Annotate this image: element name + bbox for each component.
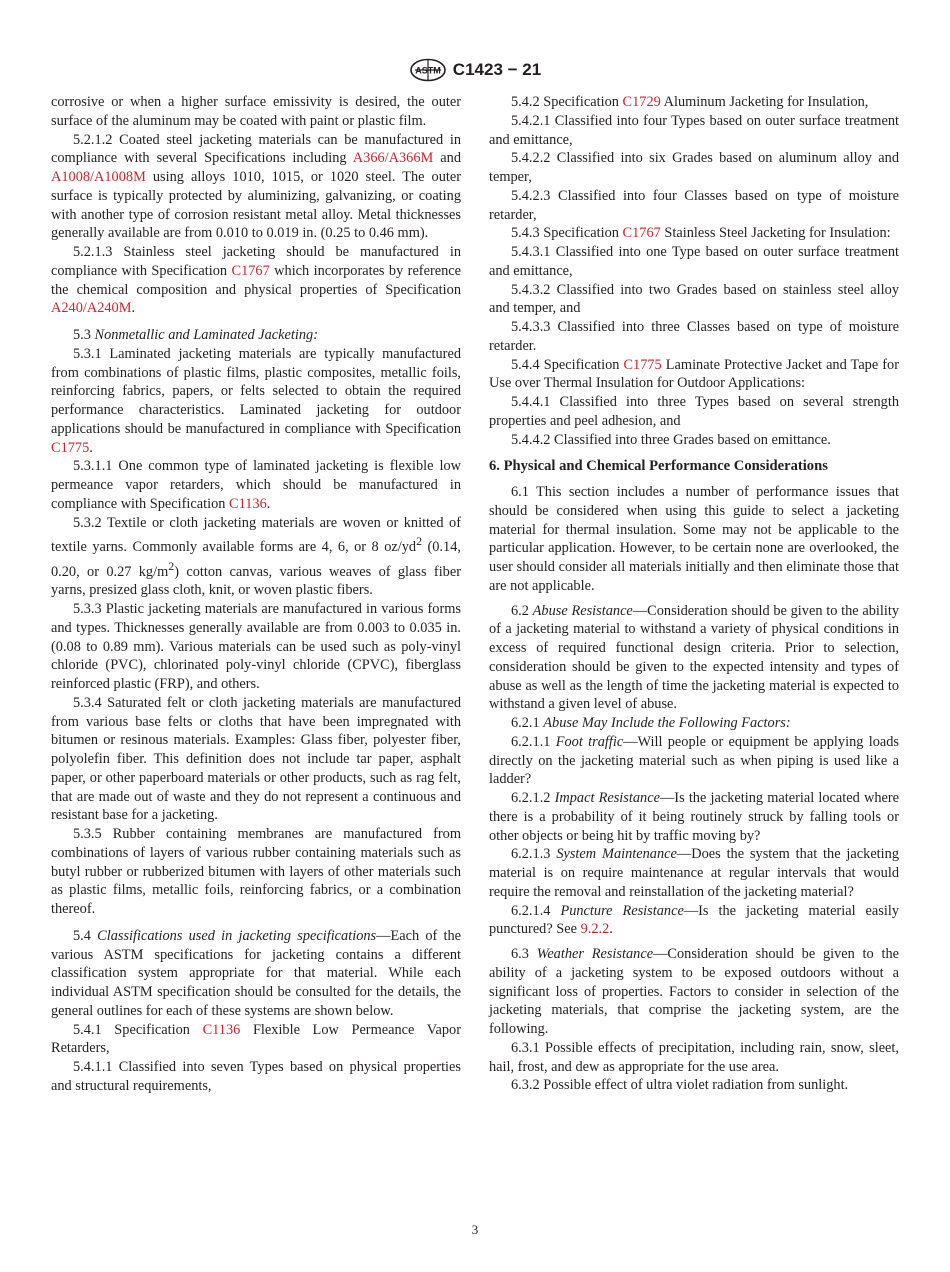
paragraph: 5.4.1 Specification C1136 Flexible Low Permeance Vapor Retarders, bbox=[51, 1021, 461, 1057]
paragraph: 6.1 This section includes a number of performance issues that should be considered when using this guide to select a jacketing material for thermal insulation. Some may not be applicable to the particular application. However, to be certain none are overlooked, the user should consider all materials initially and then eliminate those that are not applicable. bbox=[489, 484, 899, 594]
paragraph: 6.2.1.2 Impact Resistance—Is the jacketing material located where there is a probability of it being routinely struck by falling tools or other objects or being hit by traffic moving by? bbox=[489, 790, 900, 844]
right-column bbox=[489, 93, 899, 1095]
paragraph: 5.2.1.2 Coated steel jacketing materials can be manufactured in compliance with several Specifications including A366/A366M and A1008/A1008M using alloys 1010, 1015, or 1020 steel. The outer surface is typically protected by aluminizing, galvanizing, or coating with another type of corrosion resistant metal alloy. Metal thicknesses generally available are from 0.010 to 0.019 in. (0.25 to 0.46 mm). bbox=[51, 131, 461, 242]
page-number: 3 bbox=[471, 1222, 479, 1237]
spec-link[interactable]: C1136 bbox=[229, 495, 267, 512]
spec-link[interactable]: A1008/A1008M bbox=[51, 169, 146, 185]
paragraph: 5.3.2 Textile or cloth jacketing materials are woven or knitted of textile yarns. Commonly available forms are 4, 6, or 8 $oz/yd^2$ (0.14, 0.20, or 0.27 $kg/m^2$) cotton canvas, various weaves of glass fiber yarns, presized glass cloth, knit, or woven plastic fibers. bbox=[51, 514, 461, 599]
spec-link[interactable]: C1775 bbox=[623, 356, 662, 373]
spec-link[interactable]: A366/A366M bbox=[352, 150, 434, 167]
paragraph: 5.2.1.3 Stainless steel jacketing should be manufactured in compliance with Specification C1767 which incorporates by reference the chemical composition and physical properties of Specification A240/A240M. bbox=[51, 244, 462, 317]
paragraph: 6.3.2 Possible effect of ultra violet radiation from sunlight. bbox=[511, 1077, 849, 1094]
paragraph: 6.2.1.4 Puncture Resistance—Is the jacketing material easily punctured? See 9.2.2. bbox=[489, 902, 899, 938]
paragraph: 5.4.1.1 Classified into seven Types based on physical properties and structural requirements, bbox=[51, 1059, 461, 1094]
paragraph: 5.3.5 Rubber containing membranes are manufactured from combinations of layers of various rubber containing materials such as butyl rubber or rubberized bitumen with layers of other materials such as plastic films, metallic foils, reinforcing fabrics, or a combination thereof. bbox=[51, 826, 461, 918]
spec-link[interactable]: A240/A240M bbox=[51, 300, 132, 317]
logo-text: ASTM bbox=[415, 65, 441, 76]
spec-link[interactable]: C1767 bbox=[231, 262, 270, 279]
paragraph: 5.4.2.2 Classified into six Grades based on aluminum alloy and temper, bbox=[489, 150, 899, 185]
paragraph: 5.4.4.2 Classified into three Grades based on emittance. bbox=[511, 431, 831, 448]
paragraph: 5.4.3.3 Classified into three Classes based on type of moisture retarder. bbox=[489, 319, 899, 354]
spec-link[interactable]: C1729 bbox=[622, 94, 661, 110]
paragraph: 5.4.3 Specification C1767 Stainless Steel Jacketing for Insulation: bbox=[511, 225, 891, 242]
paragraph: 5.4.3.2 Classified into two Grades based on stainless steel alloy and temper, and bbox=[489, 281, 899, 317]
paragraph: 5.4.3.1 Classified into one Type based on outer surface treatment and emittance, bbox=[489, 244, 899, 279]
paragraph: 5.4.2.3 Classified into four Classes based on type of moisture retarder, bbox=[489, 187, 899, 223]
paragraph: 6.2 Abuse Resistance—Consideration should be given to the ability of a jacketing material to withstand a variety of physical conditions in excess of required functional design criteria. Prior to selection, consideration should be given to the expected intensity and types of abuse as well as the length of time the jacketing material is expected to withstand a given level of abuse. bbox=[489, 602, 900, 713]
paragraph: 5.4.2 Specification C1729 Aluminum Jacketing for Insulation, bbox=[511, 94, 869, 110]
document-id: C1423 − 21 bbox=[452, 60, 542, 79]
section-heading: 5.3 Nonmetallic and Laminated Jacketing: bbox=[73, 327, 318, 343]
paragraph: 5.3.1.1 One common type of laminated jacketing is flexible low permeance vapor retarders, which should be manufactured in compliance with Specification C1136. bbox=[51, 458, 461, 512]
spec-link[interactable]: C1767 bbox=[622, 225, 661, 242]
astm-logo-icon bbox=[409, 58, 447, 82]
paragraph: 5.3.1 Laminated jacketing materials are typically manufactured from combinations of plastic films, plastic composites, metallic foils, reinforcing fabrics, papers, or felts selected to obtain the required performance characteristics. Laminated jacketing for outdoor applications should be manufactured in compliance with Specification C1775. bbox=[51, 345, 461, 456]
paragraph: corrosive or when a higher surface emissivity is desired, the outer surface of the aluminum may be coated with paint or plastic film. bbox=[51, 94, 461, 129]
left-column bbox=[51, 93, 461, 1096]
spec-link[interactable]: C1136 bbox=[202, 1021, 241, 1038]
page-header bbox=[0, 58, 950, 82]
paragraph: 5.4 Classifications used in jacketing specifications—Each of the various ASTM specifications for jacketing contains a different classification system appropriate for that material. While each individual ASTM specification should be consulted for the details, the general outlines for each of these systems are shown below. bbox=[51, 927, 462, 1019]
paragraph: 6.3 Weather Resistance—Consideration should be given to the ability of a jacketing system to be exposed outdoors without a significant loss of properties. Factors to consider in selection of the jacketing materials, that comprise the jacketing system, are the following. bbox=[489, 946, 899, 1037]
paragraph: 5.3.4 Saturated felt or cloth jacketing materials are manufactured from various base felts or cloths that have been impregnated with bitumen or resinous materials. Examples: Glass fiber, polyester fiber, polyolefin fiber. This definition does not include tar paper, asphalt paper, or other paperboard materials or other products, such as rag felt, that are made out of waste and they do not represent a continuous and resistant base for a jacketing. bbox=[51, 694, 461, 824]
paragraph: 5.3.3 Plastic jacketing materials are manufactured in various forms and types. Thicknesses generally available are from 0.003 to 0.035 in. (0.08 to 0.89 mm). Various materials can be used such as poly-vinyl chloride (PVC), chlorinated poly-vinyl chloride (CPVC), fiberglass reinforced plastic (FRP), and others. bbox=[51, 601, 461, 693]
paragraph: 6.3.1 Possible effects of precipitation, including rain, snow, sleet, hail, frost, and dew as appropriate for the use area. bbox=[489, 1039, 899, 1075]
paragraph: 6.2.1.1 Foot traffic—Will people or equipment be applying loads directly on the jacketing material such as when piping is used like a ladder? bbox=[489, 733, 899, 788]
paragraph: 5.4.4 Specification C1775 Laminate Protective Jacket and Tape for Use over Thermal Insulation for Outdoor Applications: bbox=[489, 356, 899, 392]
section-link[interactable]: 9.2.2 bbox=[580, 921, 610, 938]
section-heading: 6. Physical and Chemical Performance Considerations bbox=[489, 458, 828, 475]
paragraph: 6.2.1 Abuse May Include the Following Factors: bbox=[511, 715, 791, 731]
spec-link[interactable]: C1775 bbox=[51, 439, 90, 456]
paragraph: 5.4.2.1 Classified into four Types based on outer surface treatment and emittance, bbox=[489, 112, 899, 148]
paragraph: 6.2.1.3 System Maintenance—Does the system that the jacketing material is on require maintenance at regular intervals that would require the removal and reinstallation of the jacketing material? bbox=[489, 846, 899, 900]
paragraph: 5.4.4.1 Classified into three Types based on several strength properties and peel adhesion, and bbox=[489, 394, 899, 429]
